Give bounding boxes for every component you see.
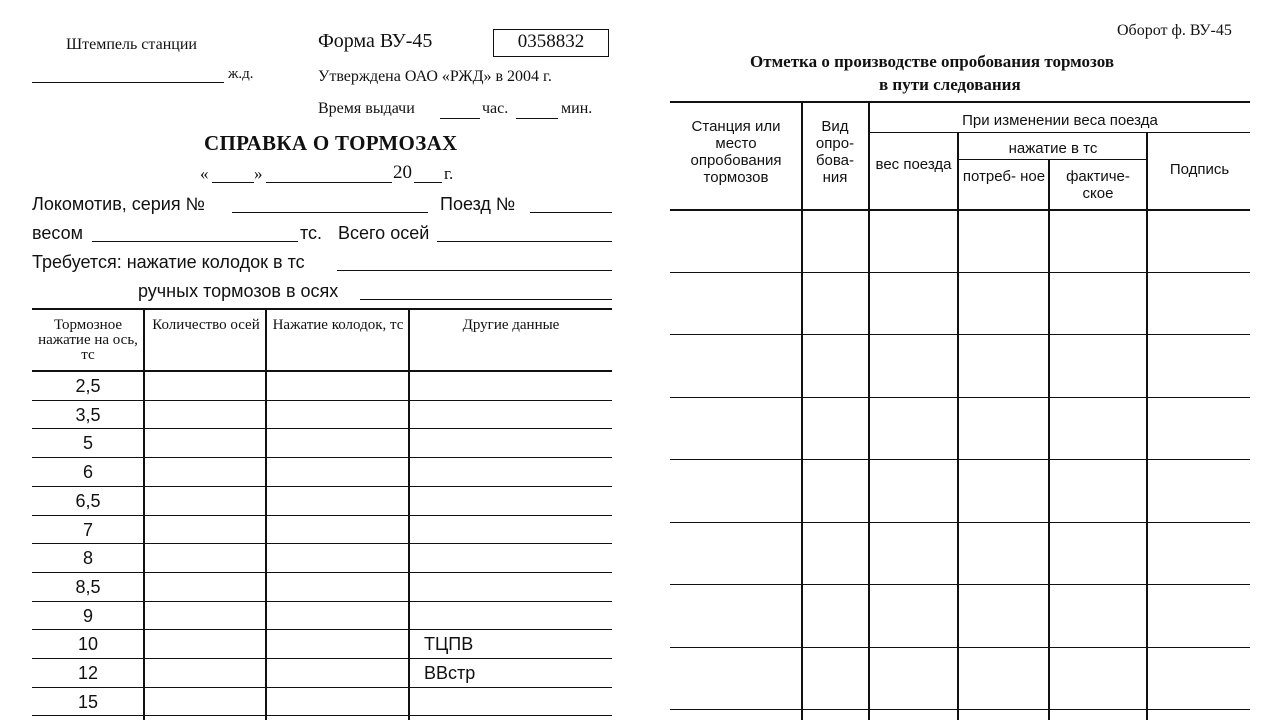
weight-unit: тс.	[300, 223, 323, 243]
rt-top-rule	[670, 101, 1250, 103]
axle-pressure-value: 5	[82, 433, 93, 454]
axle-pressure-value: 15	[77, 691, 99, 712]
axles-label: Всего осей	[338, 223, 430, 243]
rt-col-1	[801, 101, 803, 720]
header-test-type: Вид опро- бова- ния	[815, 118, 855, 186]
rt-sub-rule-1	[869, 132, 1250, 133]
journey-row-rule	[670, 647, 1250, 648]
locomotive-blank	[232, 212, 428, 213]
header-pressure: нажатие в тс	[1008, 140, 1098, 157]
row-rule	[32, 457, 612, 458]
table-header-rule	[32, 370, 612, 372]
railway-suffix: ж.д.	[228, 66, 254, 82]
form-number: 0358832	[517, 31, 585, 52]
minutes-label: мин.	[561, 100, 593, 117]
weight-label: весом	[32, 223, 83, 243]
other-data-value: ТЦПВ	[424, 634, 474, 655]
header-station: Станция или место опробования тормозов	[690, 118, 782, 186]
required-label: Требуется: нажатие колодок в тс	[32, 252, 305, 272]
form-number-box	[493, 29, 609, 57]
axles-blank	[437, 241, 612, 242]
stamp-label: Штемпель станции	[66, 36, 197, 53]
header-axle-pressure: Тормозное нажатие на ось, тс	[38, 317, 138, 363]
row-rule	[32, 687, 612, 688]
issue-time-label: Время выдачи	[318, 100, 415, 117]
approval-note: Утверждена ОАО «РЖД» в 2004 г.	[318, 68, 552, 85]
required-blank	[337, 270, 612, 271]
axle-pressure-value: 6,5	[75, 490, 101, 511]
locomotive-label: Локомотив, серия №	[32, 194, 205, 214]
journey-row-rule	[670, 584, 1250, 585]
header-signature: Подпись	[1169, 161, 1230, 178]
axle-pressure-value: 12	[77, 663, 99, 683]
axle-pressure-value: 10	[77, 634, 99, 655]
hand-brakes-label: ручных тормозов в осях	[138, 281, 339, 301]
rt-sub-rule-2	[958, 159, 1148, 160]
axle-pressure-value: 9	[82, 605, 93, 626]
journey-row-rule	[670, 459, 1250, 460]
row-rule	[32, 629, 612, 630]
axle-pressure-value: 6	[82, 462, 93, 483]
header-required: потреб- ное	[962, 168, 1046, 185]
table-top-rule	[32, 308, 612, 310]
journey-row-rule	[670, 709, 1250, 710]
year-blank	[414, 182, 442, 183]
header-weight-change: При изменении веса поезда	[962, 112, 1158, 129]
date-close: »	[254, 164, 263, 183]
row-rule	[32, 715, 612, 716]
hand-brakes-blank	[360, 299, 612, 300]
journey-row-rule	[670, 397, 1250, 398]
journey-row-rule	[670, 334, 1250, 335]
journey-row-rule	[670, 272, 1250, 273]
journey-title-line2: в пути следования	[879, 75, 1021, 94]
year-suffix: г.	[444, 164, 454, 183]
header-actual: фактиче- ское	[1066, 168, 1130, 202]
row-rule	[32, 543, 612, 544]
journey-row-rule	[670, 522, 1250, 523]
row-rule	[32, 658, 612, 659]
header-other-data: Другие данные	[462, 317, 560, 333]
axle-pressure-value: 3,5	[75, 404, 101, 425]
weight-blank	[92, 241, 298, 242]
reverse-label: Оборот ф. ВУ-45	[1117, 22, 1232, 39]
row-rule	[32, 572, 612, 573]
hours-label: час.	[482, 100, 509, 117]
train-blank	[530, 212, 612, 213]
row-rule	[32, 428, 612, 429]
train-label: Поезд №	[440, 194, 516, 214]
axle-pressure-value: 8	[82, 548, 93, 569]
rt-col-3	[957, 132, 959, 720]
minutes-blank	[516, 118, 558, 119]
form-label: Форма ВУ-45	[318, 30, 433, 52]
axle-pressure-value: 8,5	[75, 576, 101, 597]
other-data-value: ВВстр	[424, 663, 476, 683]
certificate-title: СПРАВКА О ТОРМОЗАХ	[204, 131, 458, 155]
axle-pressure-value: 2,5	[75, 376, 101, 396]
journey-title-line1: Отметка о производстве опробования тормозов	[750, 52, 1114, 71]
axle-pressure-value: 7	[82, 519, 93, 540]
row-rule	[32, 601, 612, 602]
row-rule	[32, 486, 612, 487]
row-rule	[32, 515, 612, 516]
date-open: «	[200, 164, 209, 183]
rt-col-5	[1146, 132, 1148, 720]
header-shoe-pressure: Нажатие колодок, тс	[272, 317, 404, 333]
hours-blank	[440, 118, 480, 119]
header-axle-count: Количество осей	[152, 317, 260, 333]
row-rule	[32, 400, 612, 401]
railway-blank	[32, 82, 224, 83]
rt-col-2	[868, 101, 870, 720]
rt-header-rule	[670, 209, 1250, 211]
day-blank	[212, 182, 254, 183]
rt-col-4	[1048, 159, 1050, 720]
header-train-weight: вес поезда	[875, 156, 952, 173]
month-blank	[266, 182, 392, 183]
year-prefix: 20	[393, 162, 412, 183]
